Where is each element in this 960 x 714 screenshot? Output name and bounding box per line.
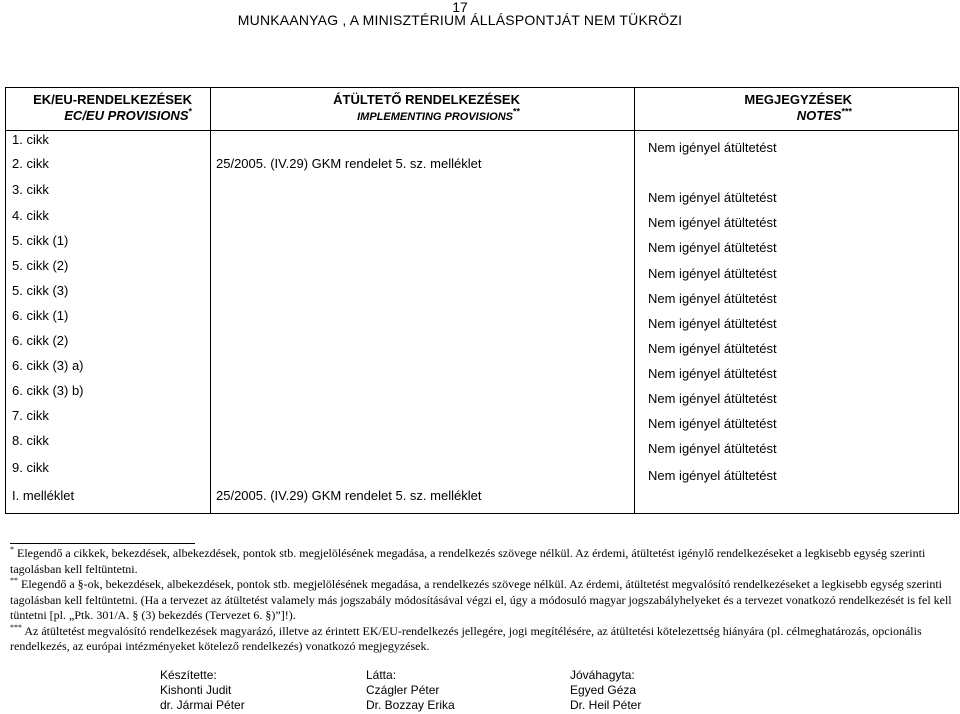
footnotes (10, 546, 955, 655)
signature-name: Dr. Heil Péter (570, 698, 642, 712)
signature-name: Dr. Bozzay Erika (366, 698, 455, 712)
header-implementing-provisions (210, 92, 520, 125)
article-cell: 8. cikk (12, 433, 49, 448)
article-cell: 2. cikk (12, 156, 49, 171)
note-cell: Nem igényel átültetést (648, 316, 777, 331)
header-ec-subtitle: EC/EU PROVISIONS* (64, 106, 192, 123)
note-cell: Nem igényel átültetést (648, 416, 777, 431)
note-cell: Nem igényel átültetést (648, 291, 777, 306)
draft-notice: MUNKAANYAG , A MINISZTÉRIUM ÁLLÁSPONTJÁT NEM TÜKRÖZI (237, 12, 683, 28)
article-cell: 3. cikk (12, 182, 49, 197)
provision-cell: 25/2005. (IV.29) GKM rendelet 5. sz. melléklet (216, 488, 482, 503)
article-cell: 5. cikk (2) (12, 258, 69, 273)
article-cell: I. melléklet (12, 488, 75, 503)
page-number: 17 (452, 0, 468, 15)
header-divider (6, 130, 958, 131)
signature-name: dr. Jármai Péter (160, 698, 245, 712)
note-cell: Nem igényel átültetést (648, 266, 777, 281)
header-ec-title: EK/EU-RENDELKEZÉSEK (33, 92, 192, 107)
article-cell: 9. cikk (12, 460, 49, 475)
header-implementing-title: ÁTÜLTETŐ RENDELKEZÉSEK (333, 92, 520, 107)
note-cell: Nem igényel átültetést (648, 190, 777, 205)
signature-role: Látta: (366, 668, 397, 682)
footnote-1: * Elegendő a cikkek, bekezdések, albekezdések, pontok stb. megjelölésének megadása, a rendelkezés szövege nélkül. Az érdemi, átültetést igénylő rendelkezéseket a legkisebb egység szerinti tagolásban kell feltüntetni. (10, 545, 926, 576)
signature-name: Kishonti Judit (160, 683, 232, 697)
article-cell: 5. cikk (1) (12, 233, 69, 248)
article-cell: 1. cikk (12, 132, 49, 147)
article-cell: 4. cikk (12, 208, 49, 223)
note-cell: Nem igényel átültetést (648, 441, 777, 456)
signature-name: Czágler Péter (366, 683, 440, 697)
note-cell: Nem igényel átültetést (648, 341, 777, 356)
article-cell: 6. cikk (2) (12, 333, 69, 348)
transposition-table (5, 87, 959, 514)
header-ec-provisions (6, 92, 192, 124)
note-cell: Nem igényel átültetést (648, 240, 777, 255)
note-cell: Nem igényel átültetést (648, 391, 777, 406)
footnote-3: *** Az átültetést megvalósító rendelkezések magyarázó, illetve az érintett EK/EU-rendelkezés jellegére, jogi megítélésére, az átültetési kötelezettség hiányára (pl. célmeghatározás, opcionális rendelkezés, az európai intézményeket kötelező rendelkezés) vonatkozó megjegyzések. (10, 622, 922, 653)
article-cell: 7. cikk (12, 408, 49, 423)
article-cell: 6. cikk (3) a) (12, 358, 84, 373)
column-divider (210, 88, 211, 513)
article-cell: 5. cikk (3) (12, 283, 69, 298)
column-divider (634, 88, 635, 513)
footnote-2: ** Elegendő a §-ok, bekezdések, albekezdések, pontok stb. megjelölésének megadása, a rendelkezés szövege nélkül. Az érdemi, átültetést megvalósító rendelkezéseket a legkisebb egység szerinti tagolásban kell feltüntetni. (Ha a tervezet az átültetést valamely más jogszabály módosításával végzi el, úgy a módosuló magyar jogszabályhelyeket és a tervezet vonatkozó rendelkezését is fel kell tüntetni [pl. „Ptk. 301/A. § (3) bekezdés (Tervezet 6. §)”]!). (10, 576, 952, 622)
signature-role: Jóváhagyta: (570, 668, 635, 682)
footnote-separator (10, 543, 195, 544)
article-cell: 6. cikk (3) b) (12, 383, 84, 398)
signature-reviewed-by (366, 668, 455, 713)
provision-cell: 25/2005. (IV.29) GKM rendelet 5. sz. melléklet (216, 156, 482, 171)
signature-prepared-by (160, 668, 245, 713)
header-notes-subtitle: NOTES*** (796, 106, 852, 123)
note-cell: Nem igényel átültetést (648, 140, 777, 155)
header-notes (634, 92, 852, 124)
article-cell: 6. cikk (1) (12, 308, 69, 323)
header-implementing-subtitle: IMPLEMENTING PROVISIONS** (357, 106, 520, 123)
note-cell: Nem igényel átültetést (648, 215, 777, 230)
signature-name: Egyed Géza (570, 683, 637, 697)
note-cell: Nem igényel átültetést (648, 366, 777, 381)
note-cell: Nem igényel átültetést (648, 468, 777, 483)
signature-approved-by (570, 668, 641, 713)
header-notes-title: MEGJEGYZÉSEK (744, 92, 852, 107)
signature-role: Készítette: (160, 668, 217, 682)
